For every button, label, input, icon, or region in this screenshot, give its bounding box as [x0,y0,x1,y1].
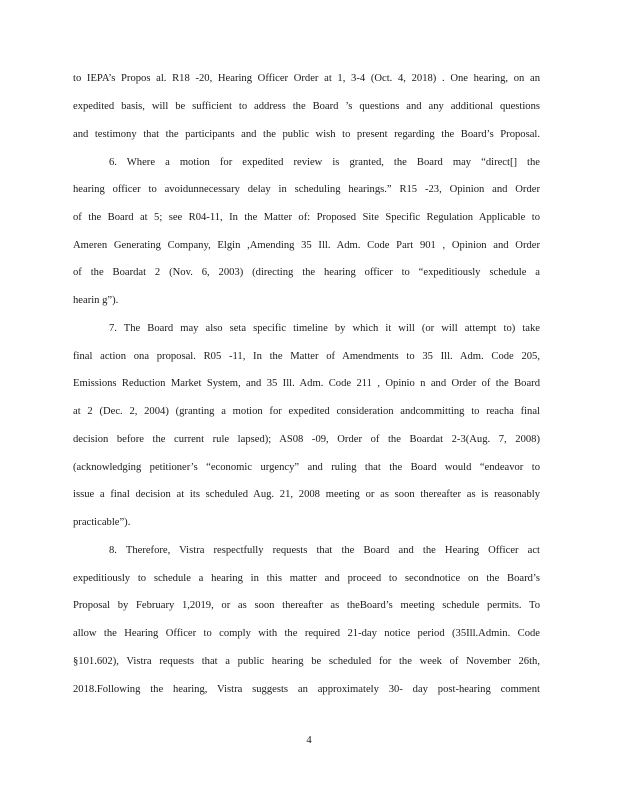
text-line: 6. Where a motion for expedited review is granted, the Board may “direct[] the [109,157,540,168]
text-line: issue a final decision at its scheduled Aug. 21, 2008 meeting or as soon thereafter as is reasonably [73,489,540,500]
text-line: of the Board at 5; see R04-11, In the Matter of: Proposed Site Specific Regulation Applicable to [73,212,540,223]
text-line: 8. Therefore, Vistra respectfully requests that the Board and the Hearing Officer act [109,545,540,556]
text-line: Emissions Reduction Market System, and 35 Ill. Adm. Code 211 , Opinio n and Order of the Board [73,378,540,389]
text-line: at 2 (Dec. 2, 2004) (granting a motion for expedited consideration andcommitting to reacha final [73,406,540,417]
text-line: of the Boardat 2 (Nov. 6, 2003) (directing the hearing officer to “expeditiously schedule a [73,267,540,278]
page-number: 4 [306,735,312,746]
text-line: §101.602), Vistra requests that a public hearing be scheduled for the week of November 26th, [73,656,540,667]
text-line: final action ona proposal. R05 -11, In the Matter of Amendments to 35 Ill. Adm. Code 205, [73,351,540,362]
text-line: decision before the current rule lapsed); AS08 -09, Order of the Boardat 2-3(Aug. 7, 2008) [73,434,540,445]
text-line: Ameren Generating Company, Elgin ,Amending 35 Ill. Adm. Code Part 901 , Opinion and Order [73,240,540,251]
text-line: 2018.Following the hearing, Vistra suggests an approximately 30- day post-hearing comment [73,684,540,695]
text-line: (acknowledging petitioner’s “economic urgency” and ruling that the Board would “endeavor to [73,462,540,473]
text-line: hearin g”). [73,295,119,306]
text-line: hearing officer to avoidunnecessary delay in scheduling hearings.” R15 -23, Opinion and Order [73,184,540,195]
text-line: 7. The Board may also seta specific timeline by which it will (or will attempt to) take [109,323,540,334]
text-line: to IEPA’s Propos al. R18 -20, Hearing Officer Order at 1, 3-4 (Oct. 4, 2018) . One hearing, on an [73,73,540,84]
text-line: allow the Hearing Officer to comply with the required 21-day notice period (35Ill.Admin. Code [73,628,540,639]
text-line: Proposal by February 1,2019, or as soon thereafter as theBoard’s meeting schedule permits. To [73,600,540,611]
text-line: expeditiously to schedule a hearing in this matter and proceed to secondnotice on the Board’s [73,573,540,584]
text-line: and testimony that the participants and the public wish to present regarding the Board’s Proposal. [73,129,540,140]
text-line: practicable”). [73,517,131,528]
text-line: expedited basis, will be sufficient to address the Board ’s questions and any additional questions [73,101,540,112]
